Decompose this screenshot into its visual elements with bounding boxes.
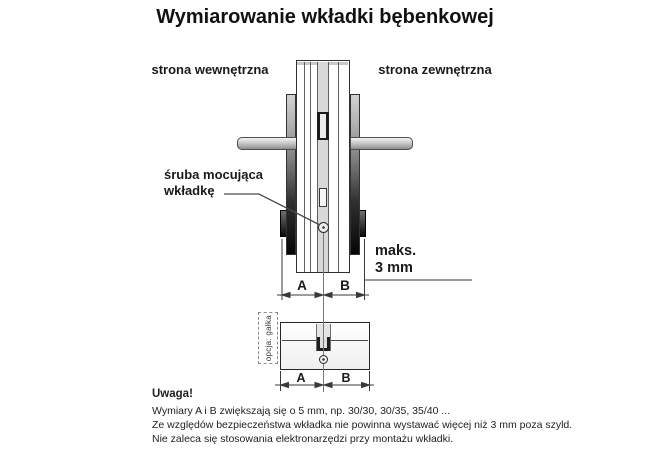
escutcheon-plate-outer [350, 94, 360, 255]
dimension-b-label-upper: B [340, 278, 350, 293]
knob-option-label: opcja: gałka [263, 314, 273, 362]
outer-side-label: strona zewnętrzna [378, 62, 492, 77]
cylinder-channel [317, 62, 329, 272]
max-protrusion-line2: 3 mm [375, 260, 413, 276]
notes-heading: Uwaga! [152, 388, 193, 400]
dimension-b-label-lower: B [341, 371, 351, 385]
dimension-a-label-lower: A [296, 371, 306, 385]
note-line: Wymiary A i B zwiększają się o 5 mm, np. 30/30, 30/35, 35/40 ... [152, 405, 451, 417]
inner-side-label: strona wewnętrzna [151, 62, 269, 77]
notes-block [152, 388, 632, 446]
page-title: Wymiarowanie wkładki bębenkowej [156, 6, 494, 28]
door-layer-line [304, 62, 305, 272]
escutcheon-plate-inner [286, 94, 296, 255]
fixing-screw-label [164, 167, 263, 199]
dimension-a-label-upper: A [297, 278, 307, 293]
cylinder-fixing-screw-hole [319, 355, 328, 364]
knob-option-box [258, 312, 278, 364]
fixing-screw [318, 222, 329, 233]
note-line: Nie zaleca się stosowania elektronarzędzi przy montażu wkładki. [152, 433, 454, 445]
note-line: Ze względów bezpieczeństwa wkładka nie powinna wystawać więcej niż 3 mm poza szyld. [152, 419, 573, 431]
keyway-slot [317, 112, 329, 140]
cam-notch-channel [317, 337, 330, 351]
max-protrusion-label [375, 243, 416, 277]
fixing-screw-label-line2: wkładkę [164, 183, 215, 198]
spindle-rod-right [350, 137, 413, 150]
door-layer-line [338, 62, 339, 272]
fixing-screw-label-line1: śruba mocująca [164, 167, 263, 182]
max-protrusion-line1: maks. [375, 243, 417, 259]
door-layer-line [310, 62, 311, 272]
cam-slot [319, 188, 327, 207]
spindle-rod-left [237, 137, 297, 150]
